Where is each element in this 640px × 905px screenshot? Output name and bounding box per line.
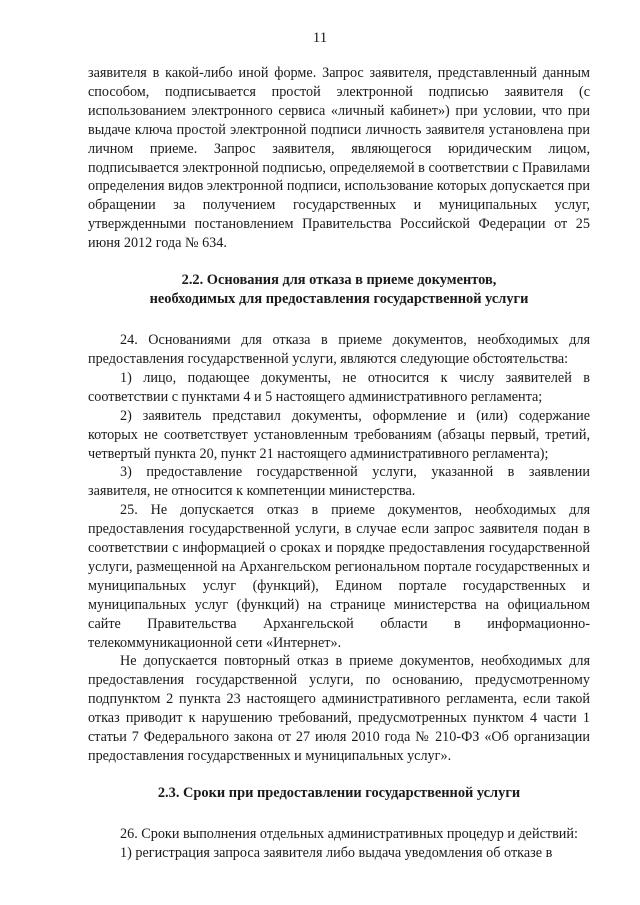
paragraph-25-second: Не допускается повторный отказ в приеме документов, необходимых для предоставления государственной услуги, по основанию, предусмотренному подпунктом 2 пункта 23 настоящего административного регламента, если такой отказ приводит к нарушению требований, предусмотренных пунктом 4 части 1 статьи 7 Федерального закона от 27 июля 2010 года № 210-ФЗ «Об организации предоставления государственных и муниципальных услуг». [88, 653, 590, 764]
list-item-26-1: 1) регистрация запроса заявителя либо выдача уведомления об отказе в [120, 844, 553, 861]
section-heading-2-3: 2.3. Сроки при предоставлении государственной услуги [157, 784, 521, 801]
list-item-24-1: 1) лицо, подающее документы, не относится к числу заявителей в соответствии с пунктами 4 и 5 настоящего административного регламента; [88, 369, 590, 405]
list-item-24-3: 3) предоставление государственной услуги, указанной в заявлении заявителя, не относится к компетенции министерства. [88, 464, 590, 500]
section-heading-2-2-line1: 2.2. Основания для отказа в приеме документов, [181, 272, 497, 289]
paragraph-26: 26. Сроки выполнения отдельных административных процедур и действий: [120, 825, 578, 842]
section-heading-2-2 [88, 271, 590, 309]
paragraph-24: 24. Основаниями для отказа в приеме документов, необходимых для предоставления государственной услуги, являются следующие обстоятельства: [88, 332, 590, 367]
paragraph-intro: заявителя в какой-либо иной форме. Запрос заявителя, представленный данным способом, подписывается простой электронной подписью заявителя (с использованием электронного сервиса «личный кабинет») при условии, что при выдаче ключа простой электронной подписи личность заявителя установлена при личном приеме. Запрос заявителя, являющегося юридическим лицом, подписывается электронной подписью, определяемой в соответствии с Правилами определения видов электронной подписи, использование которых допускается при обращении за получением государственных и муниципальных услуг, утвержденными постановлением Правительства Российской Федерации от 25 июня 2012 года № 634. [88, 65, 590, 252]
paragraph-25: 25. Не допускается отказ в приеме документов, необходимых для предоставления государственной услуги, в случае если запрос заявителя подан в соответствии с информацией о сроках и порядке предоставления государственной услуги, размещенной на Архангельском региональном портале государственных и муниципальных услуг (функций), Едином портале государственных и муниципальных услуг (функций) на странице министерства на официальном сайте Правительства Архангельской области в информационно-телекоммуникационной сети «Интернет». [88, 502, 590, 651]
list-item-24-2: 2) заявитель представил документы, оформление и (или) содержание которых не соответствует установленным требованиям (абзацы первый, третий, четвертый пункта 20, пункт 21 настоящего административного регламента); [88, 407, 590, 462]
page-number: 11 [312, 30, 328, 46]
document-body [88, 64, 590, 863]
section-heading-2-2-line2: необходимых для предоставления государственной услуги [149, 291, 529, 308]
